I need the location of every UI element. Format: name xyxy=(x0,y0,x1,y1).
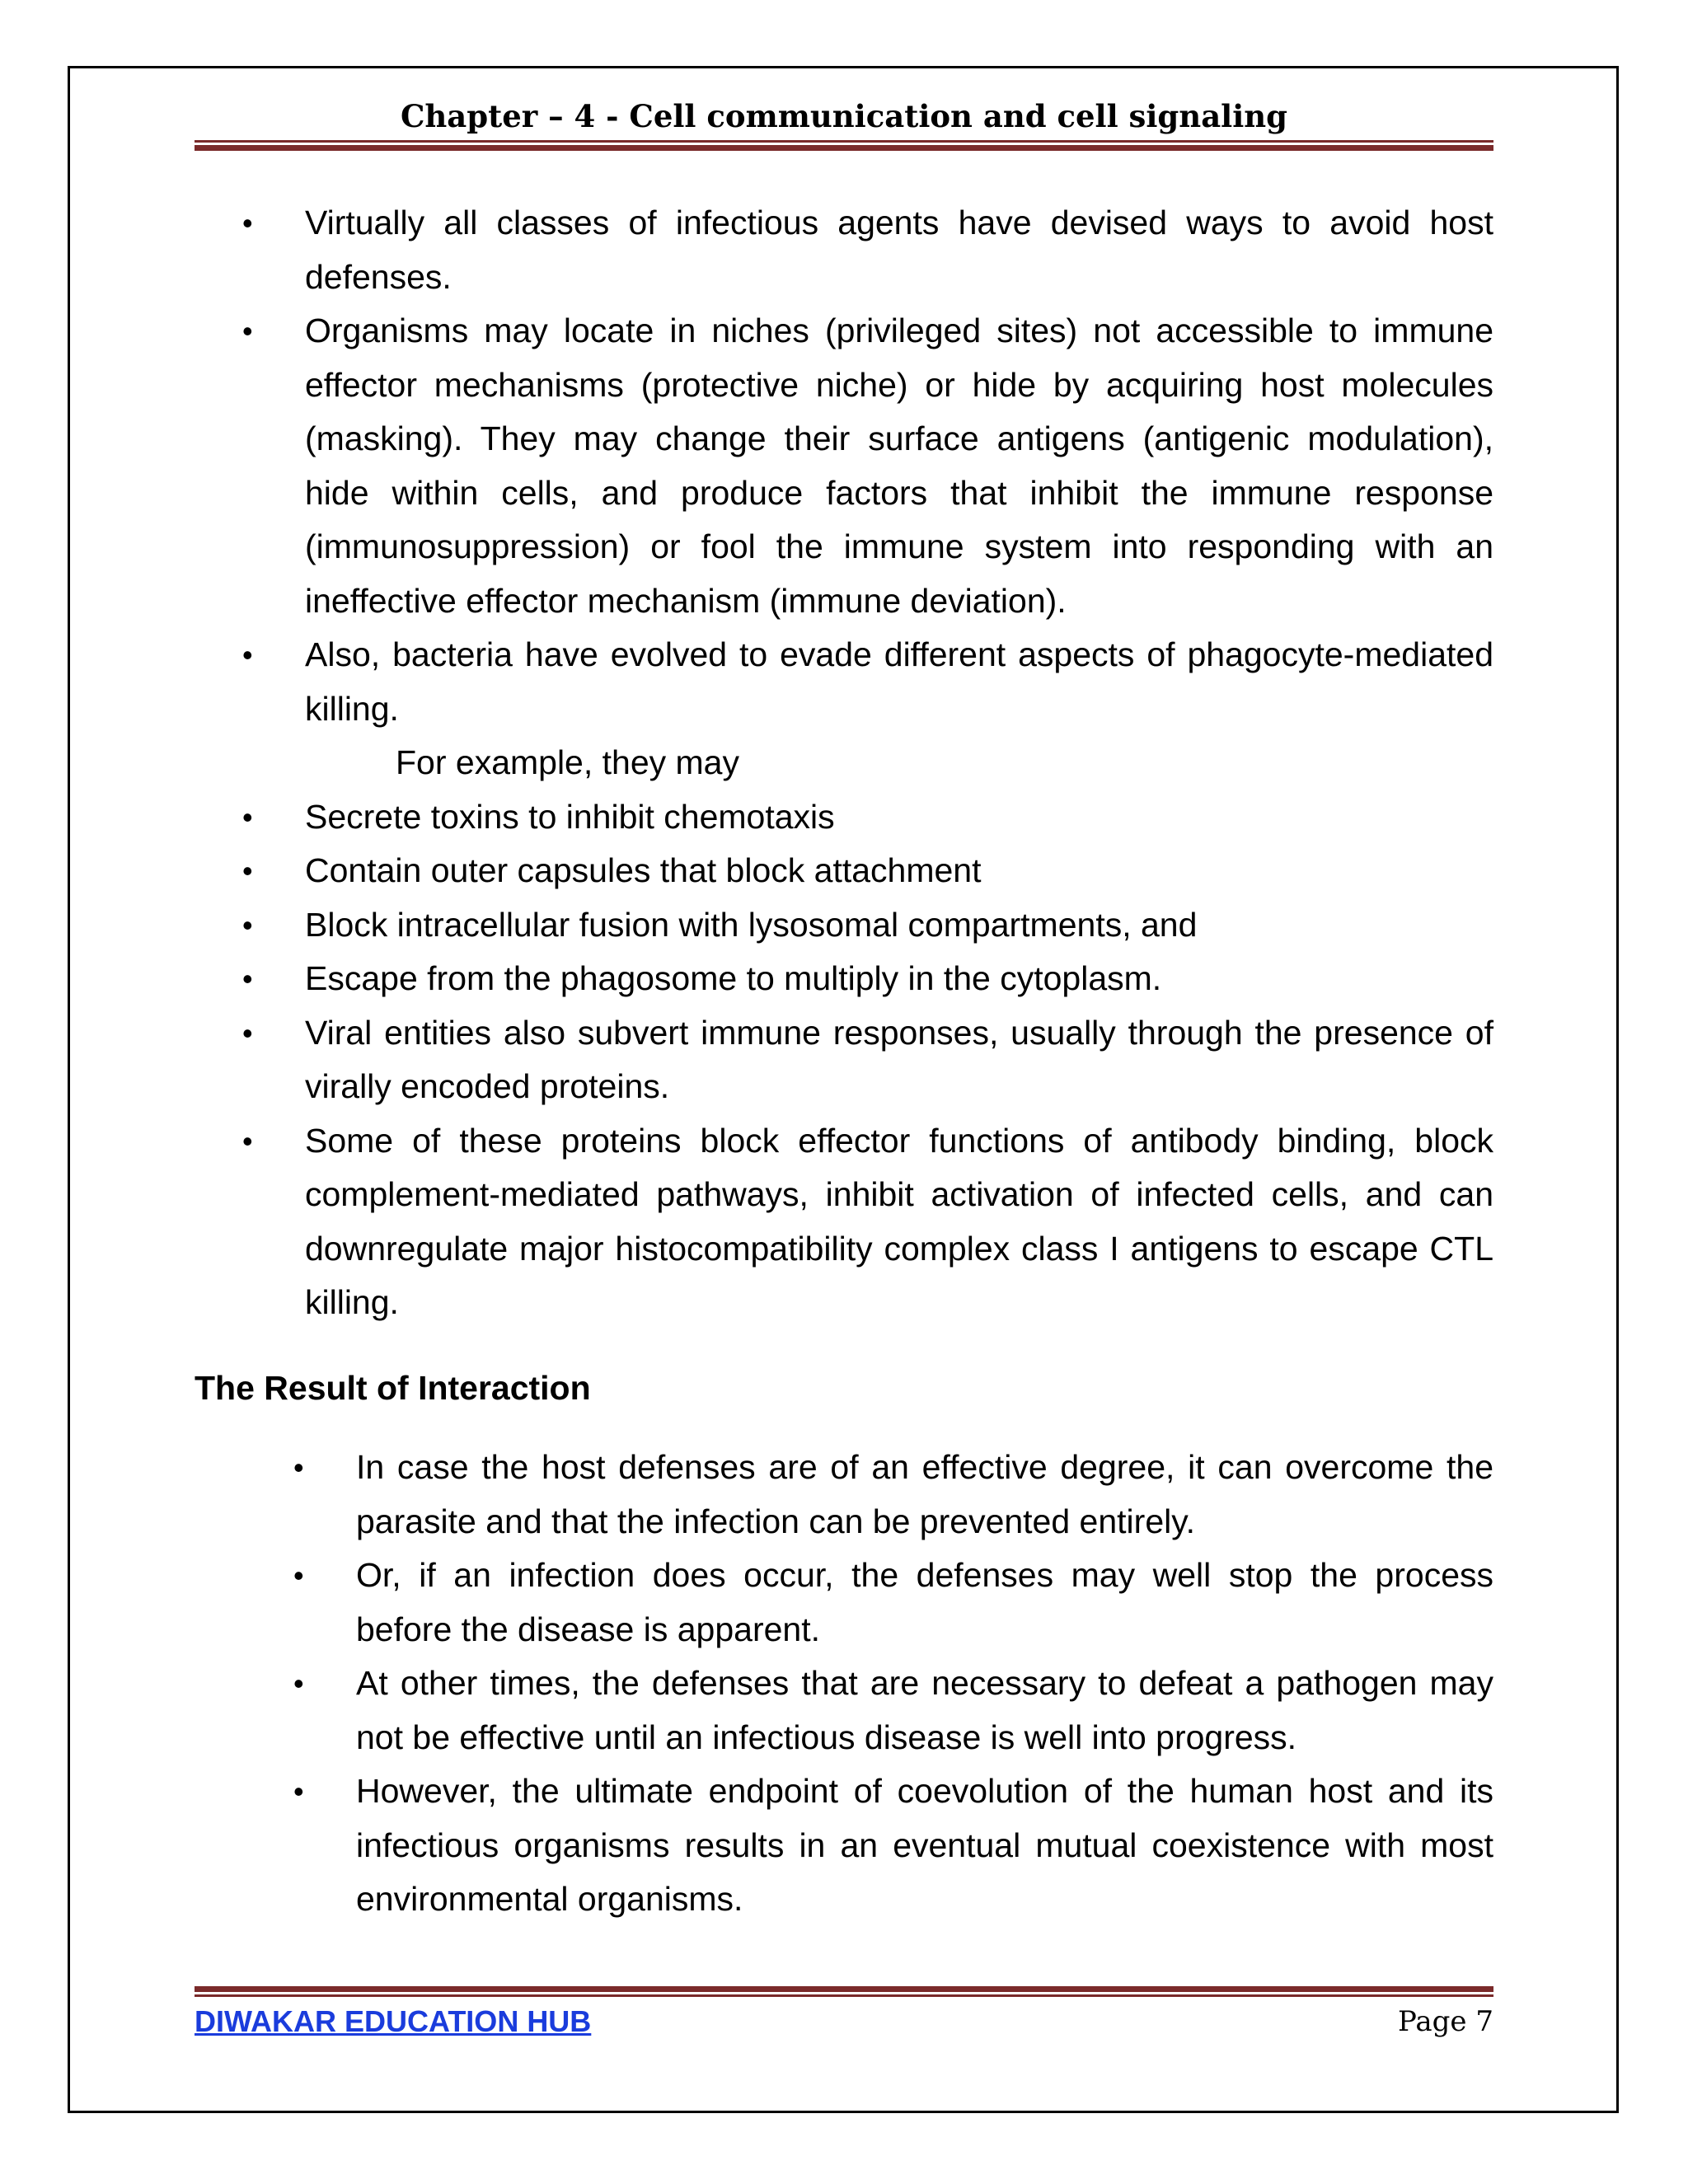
list-item: • In case the host defenses are of an effective degree, it can overcome the parasite and that the infection can be prevented entirely. xyxy=(195,1441,1493,1549)
list-item: • Or, if an infection does occur, the defenses may well stop the process before the disease is apparent. xyxy=(195,1549,1493,1657)
list-item: • Organisms may locate in niches (privileged sites) not accessible to immune effector mechanisms (protective niche) or hide by acquiring host molecules (masking). They may change their surface antigens (antigenic modulation), hide within cells, and produce factors that inhibit the immune response (immunosuppression) or fool the immune system into responding with an ineffective effector mechanism (immune deviation). xyxy=(195,304,1493,628)
bullet-icon: • xyxy=(293,1558,304,1592)
bullet-icon: • xyxy=(293,1451,304,1484)
footer-brand-link[interactable]: DIWAKAR EDUCATION HUB xyxy=(195,2004,592,2038)
bullet-icon: • xyxy=(293,1666,304,1700)
list-item: • Escape from the phagosome to multiply in the cytoplasm. xyxy=(195,952,1493,1006)
bullet-icon: • xyxy=(242,1123,253,1158)
header-rule-thick xyxy=(195,145,1493,151)
list-item: • At other times, the defenses that are necessary to defeat a pathogen may not be effective until an infectious disease is well into progress. xyxy=(195,1657,1493,1765)
bullet-icon: • xyxy=(242,638,253,672)
bullet-list-result xyxy=(195,1441,1493,1927)
bullet-icon: • xyxy=(242,907,253,942)
list-item: • Virtually all classes of infectious agents have devised ways to avoid host defenses. xyxy=(195,196,1493,304)
list-item: • However, the ultimate endpoint of coevolution of the human host and its infectious organisms results in an eventual mutual coexistence with most environmental organisms. xyxy=(195,1765,1493,1927)
page-number: Page 7 xyxy=(1398,2005,1493,2038)
list-item: • Also, bacteria have evolved to evade different aspects of phagocyte-mediated killing. xyxy=(195,628,1493,736)
section-heading: The Result of Interaction xyxy=(195,1369,591,1407)
list-item: • Viral entities also subvert immune responses, usually through the presence of virally encoded proteins. xyxy=(195,1006,1493,1114)
bullet-icon: • xyxy=(242,854,253,888)
bullet-icon: • xyxy=(242,962,253,996)
bullet-icon: • xyxy=(242,314,253,348)
list-item: • Some of these proteins block effector functions of antibody binding, block complement-mediated pathways, inhibit activation of infected cells, and can downregulate major histocompatibility complex class I antigens to escape CTL killing. xyxy=(195,1114,1493,1330)
list-item: • Block intracellular fusion with lysosomal compartments, and xyxy=(195,898,1493,953)
list-item: • Secrete toxins to inhibit chemotaxis xyxy=(195,790,1493,845)
list-item: • Contain outer capsules that block attachment xyxy=(195,844,1493,898)
page-header-title: Chapter – 4 - Cell communication and cell signaling xyxy=(400,98,1288,134)
bullet-icon: • xyxy=(242,1015,253,1050)
footer-rule-thin xyxy=(195,1994,1493,1997)
bullet-icon: • xyxy=(242,799,253,834)
example-intro: For example, they may xyxy=(396,743,739,781)
bullet-icon: • xyxy=(293,1774,304,1808)
header-rule-thin xyxy=(195,140,1493,143)
bullet-list-evasion xyxy=(195,196,1493,1330)
footer-rule-thick xyxy=(195,1986,1493,1992)
bullet-icon: • xyxy=(242,206,253,240)
